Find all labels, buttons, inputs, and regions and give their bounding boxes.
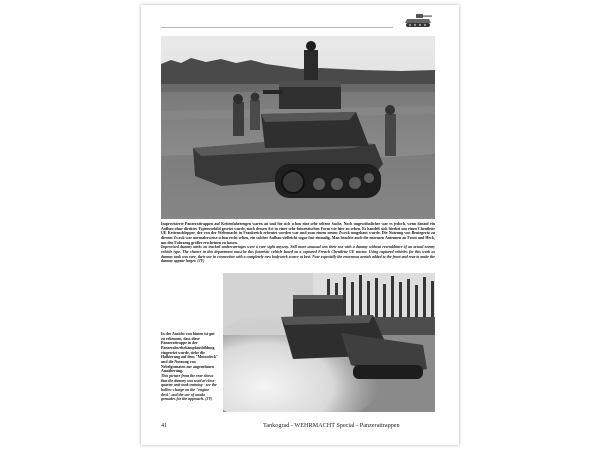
running-title: Tankograd - WEHRMACHT Special - Panzerattrappen	[263, 422, 400, 429]
header-rule	[161, 27, 393, 28]
caption-bottom-english: This picture from the rear shows that the dummy was used at close-quarter anti-tank training - see the hollow-charge on the "engine deck" and the use of smoke grenades for the approach. (JV)	[161, 373, 217, 402]
caption-bottom-german: In der Ansicht von hinten ist gut zu erkennen, dass diese Panzerattrappe in der Panzerabwehrkämpfausbildung eingesetzt wurde, siehe die Halbierung auf dem "Motordeck" und die Nutzung von Nebelgranaten zur angenehmen Annäherung.	[161, 332, 219, 374]
page-number: 41	[161, 422, 168, 429]
photo-dummy-tank-dust	[223, 273, 435, 412]
tank-logo-icon	[403, 11, 435, 31]
photo-dummy-tank-front	[161, 36, 435, 219]
caption-bottom	[161, 332, 219, 402]
caption-top	[161, 222, 435, 264]
caption-top-german: Improvisierte Panzerattrappen auf Kettenfahrzeugen waren an und für sich schon eine sehr seltene Sache. Noch ungewöhnlicher war es jedoch, wenn darauf ein Aufbau ohne direktes Typenvorbild gesetzt wurde, nach dessen Art in einer sehr futuristischen Form wie hier zu sehen. Es handelt sich hierbei um einen Chenilette UE Kettenschlepper, der von der Wehrmacht in Frankreich erbeutet worden war und zum einem neuen Zweck umgebaut wurde. Die Nutzung von Beutegerät zu diesem Zweck war normalerweise schon recht selten, ein solcher Aufbau vielleicht sogar fast einmalig. Man beachte auch die enormen Antennen an Front und Heck, um den Fahrzeug größer erscheinen zu lassen.	[161, 222, 435, 245]
caption-top-english: Improvised dummy tanks on tracked undercarriages were a rare sight anyway. Still more unusual was their use with a dummy without resemblance of an actual enemy vehicle type. The chance in this department must be this futuristic vehicle based on a captured French Chenilette UE tractor. Using captured vehicles for this work as dummy tank was rare, their use in connection with a completely new bodywork scarce at best. Note especially the enormous aerials added to the front and rear to make the dummy appear larger. (JV)	[161, 245, 435, 264]
page	[141, 5, 459, 445]
